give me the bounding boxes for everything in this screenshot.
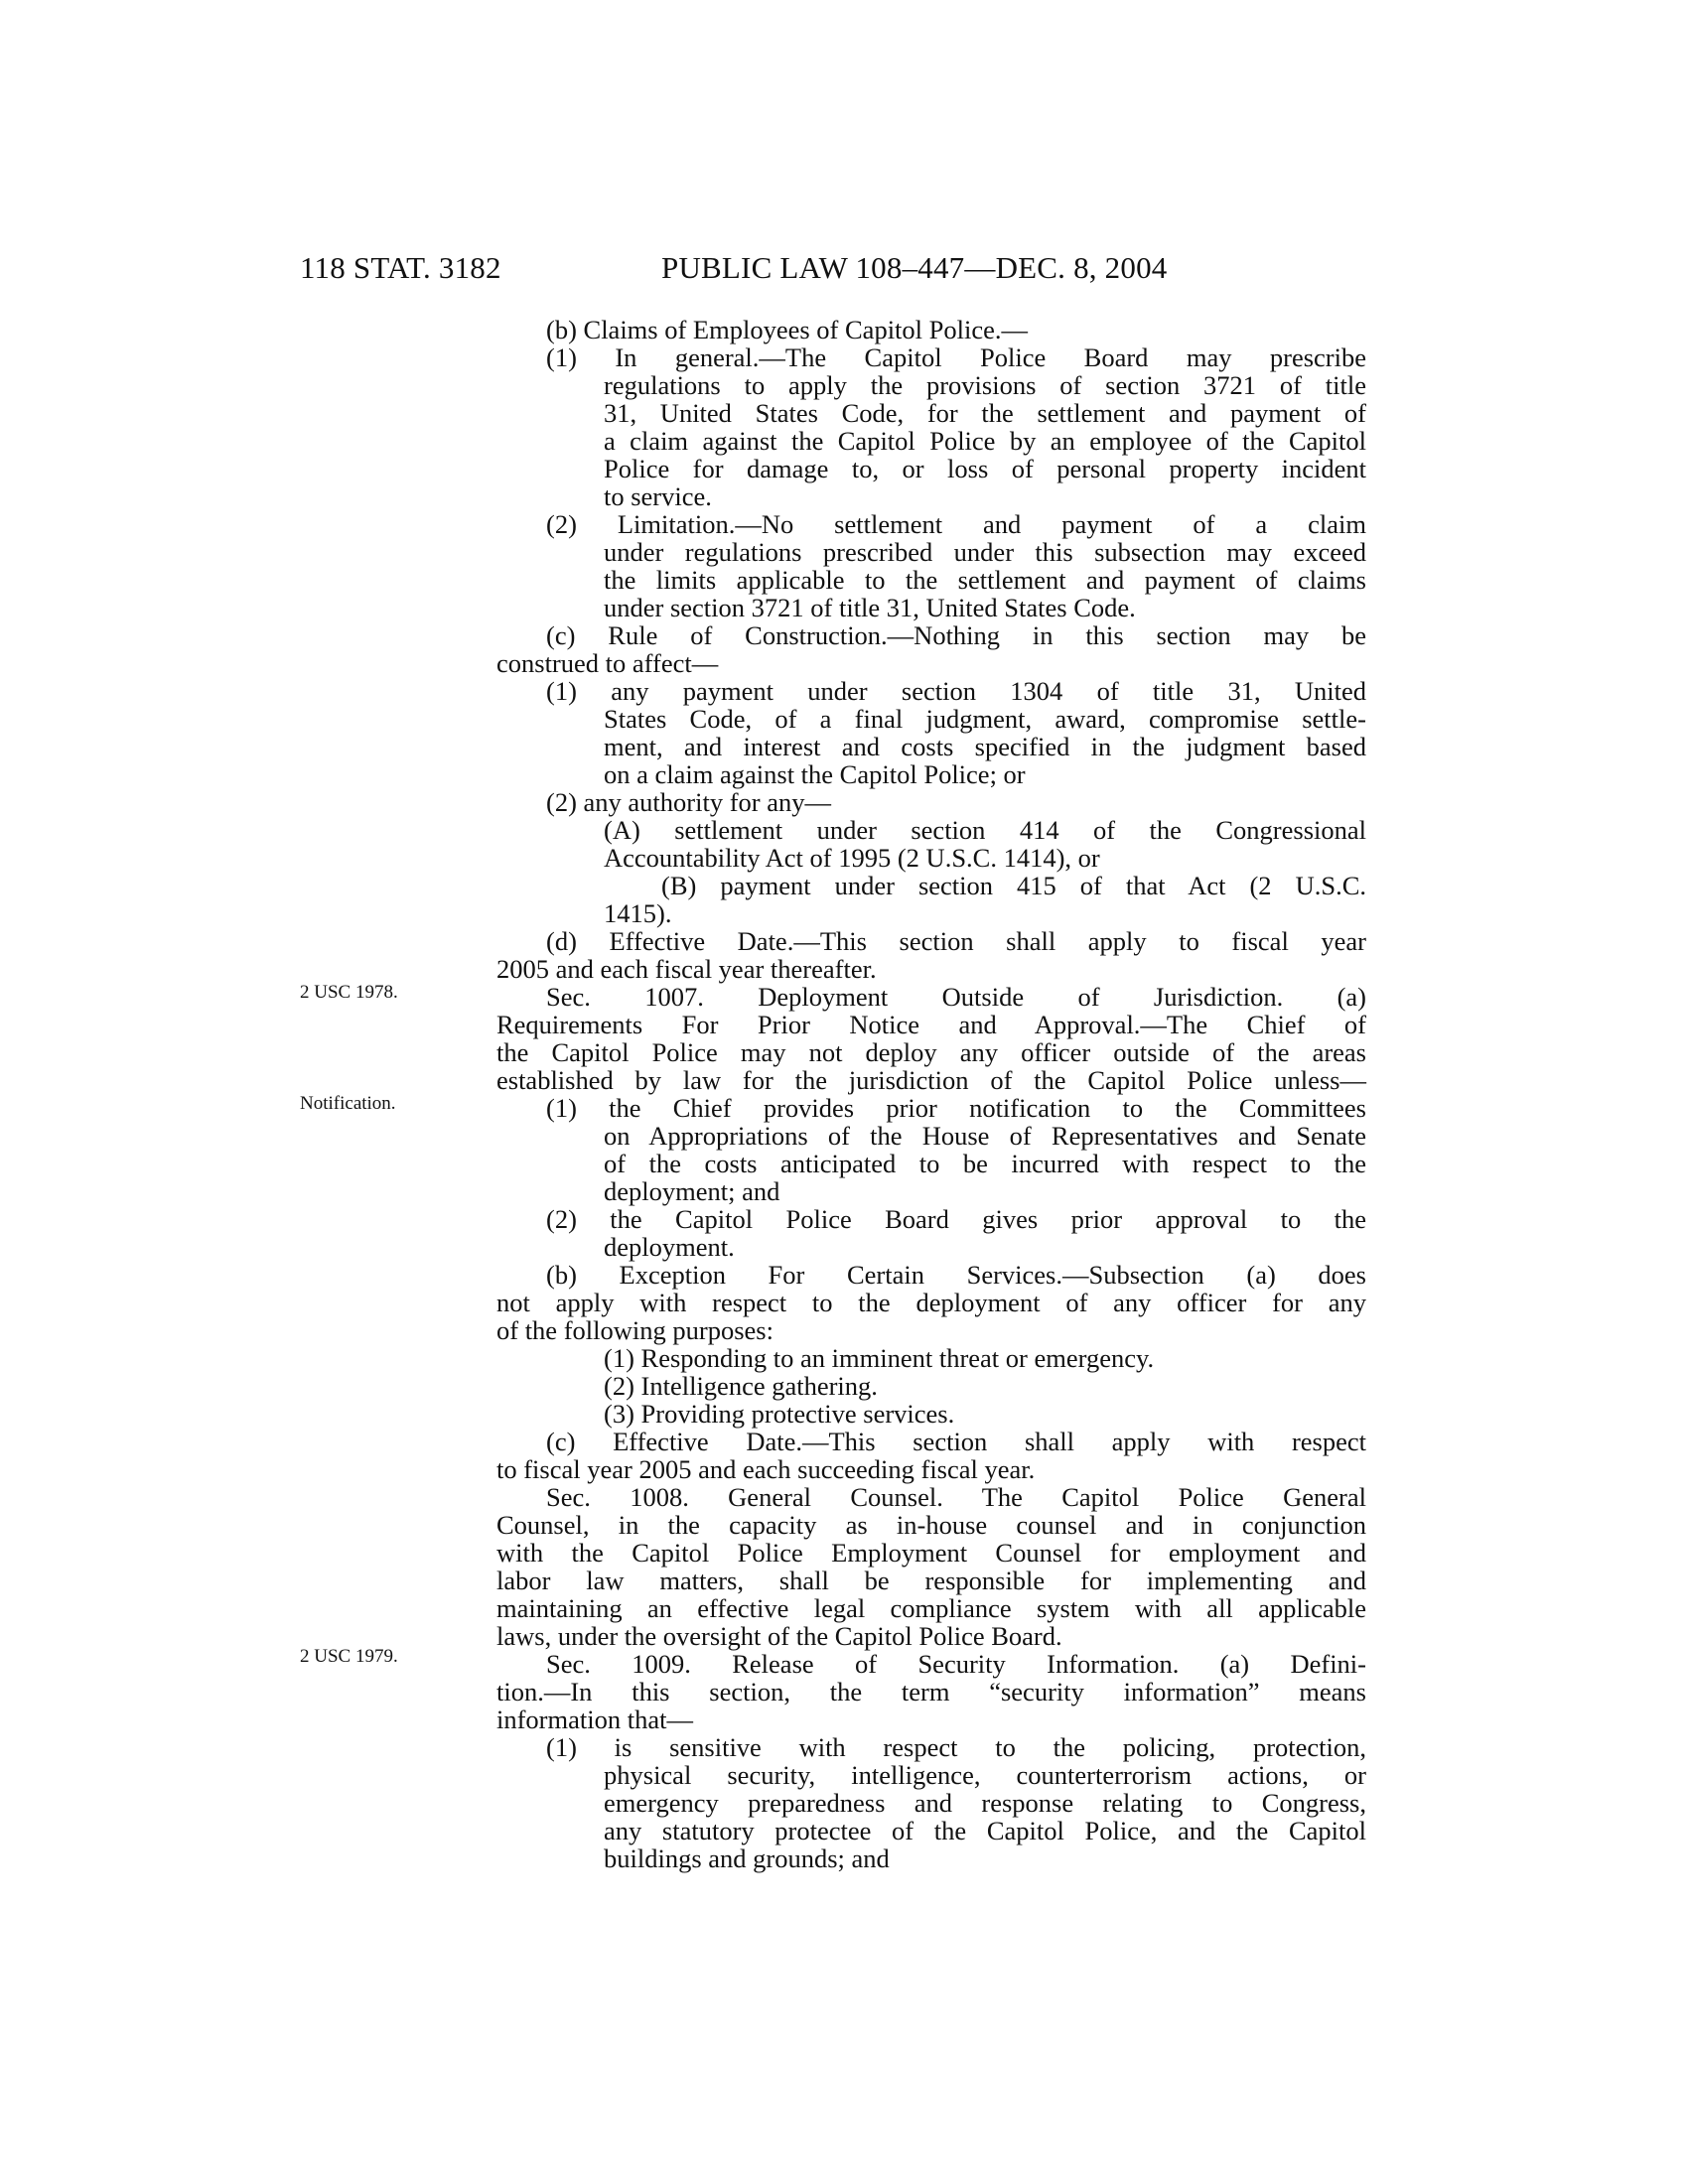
text-line: information that— <box>496 1705 693 1734</box>
margin-note-2-usc-1979: 2 USC 1979. <box>300 1646 398 1667</box>
text-line: to fiscal year 2005 and each succeeding fiscal year. <box>496 1454 1036 1484</box>
text-line: Police for damage to, or loss of personal property incident <box>604 454 1366 483</box>
text-line: a claim against the Capitol Police by an employee of the Capitol <box>604 426 1366 456</box>
text-line: regulations to apply the provisions of section 3721 of title <box>604 370 1366 400</box>
text-line: (A) settlement under section 414 of the Congressional <box>604 815 1366 845</box>
text-line: on Appropriations of the House of Representatives and Senate <box>604 1121 1366 1151</box>
text-line: (d) Effective Date.—This section shall apply to fiscal year <box>546 926 1366 956</box>
text-line: deployment; and <box>604 1176 780 1206</box>
text-line: (B) payment under section 415 of that Act (2 U.S.C. <box>661 871 1366 900</box>
text-line: any statutory protectee of the Capitol Police, and the Capitol <box>604 1816 1366 1845</box>
text-line: emergency preparedness and response relating to Congress, <box>604 1788 1366 1818</box>
text-line: the limits applicable to the settlement and payment of claims <box>604 565 1366 595</box>
text-line: not apply with respect to the deployment of any officer for any <box>496 1288 1366 1317</box>
text-line: 2005 and each fiscal year thereafter. <box>496 954 877 984</box>
text-line: Requirements For Prior Notice and Approval.—The Chief of <box>496 1010 1366 1039</box>
text-line: on a claim against the Capitol Police; or <box>604 759 1026 789</box>
text-line: (b) Claims of Employees of Capitol Police.— <box>546 315 1029 344</box>
text-line: maintaining an effective legal compliance system with all applicable <box>496 1593 1366 1623</box>
text-line: under section 3721 of title 31, United States Code. <box>604 593 1136 622</box>
text-line: Sec. 1007. Deployment Outside of Jurisdiction. (a) <box>546 982 1366 1012</box>
margin-note-notification: Notification. <box>300 1093 396 1114</box>
text-line: (1) In general.—The Capitol Police Board may prescribe <box>546 342 1366 372</box>
text-line: (2) Intelligence gathering. <box>604 1371 878 1401</box>
text-line: buildings and grounds; and <box>604 1843 890 1873</box>
text-line: Accountability Act of 1995 (2 U.S.C. 1414), or <box>604 843 1100 873</box>
text-line: 31, United States Code, for the settlement and payment of <box>604 398 1366 428</box>
text-line: physical security, intelligence, counterterrorism actions, or <box>604 1760 1366 1790</box>
text-line: States Code, of a final judgment, award, compromise settle- <box>604 704 1366 734</box>
text-line: (2) the Capitol Police Board gives prior approval to the <box>546 1204 1366 1234</box>
text-line: labor law matters, shall be responsible for implementing and <box>496 1566 1366 1595</box>
text-line: (3) Providing protective services. <box>604 1399 955 1429</box>
text-line: established by law for the jurisdiction of the Capitol Police unless— <box>496 1065 1366 1095</box>
text-line: (1) Responding to an imminent threat or emergency. <box>604 1343 1155 1373</box>
text-line: (c) Effective Date.—This section shall apply with respect <box>546 1427 1366 1456</box>
text-line: deployment. <box>604 1232 735 1262</box>
text-line: ment, and interest and costs specified in the judgment based <box>604 732 1366 761</box>
text-line: the Capitol Police may not deploy any officer outside of the areas <box>496 1037 1366 1067</box>
text-line: to service. <box>604 481 712 511</box>
statute-text <box>496 316 1366 1872</box>
text-line: Counsel, in the capacity as in-house counsel and in conjunction <box>496 1510 1366 1540</box>
statute-page-number: 118 STAT. 3182 <box>300 250 501 285</box>
text-line: under regulations prescribed under this subsection may exceed <box>604 537 1366 567</box>
public-law-header: PUBLIC LAW 108–447—DEC. 8, 2004 <box>661 250 1168 285</box>
text-line: (2) Limitation.—No settlement and payment of a claim <box>546 509 1366 539</box>
text-line: (1) is sensitive with respect to the policing, protection, <box>546 1732 1366 1762</box>
text-line: laws, under the oversight of the Capitol Police Board. <box>496 1621 1062 1651</box>
text-line: tion.—In this section, the term “security information” means <box>496 1677 1366 1706</box>
text-line: 1415). <box>604 898 672 928</box>
text-line: (1) any payment under section 1304 of title 31, United <box>546 676 1366 706</box>
text-line: (1) the Chief provides prior notification to the Committees <box>546 1093 1366 1123</box>
text-line: of the costs anticipated to be incurred with respect to the <box>604 1149 1366 1178</box>
text-line: (b) Exception For Certain Services.—Subsection (a) does <box>546 1260 1366 1290</box>
text-line: Sec. 1008. General Counsel. The Capitol Police General <box>546 1482 1366 1512</box>
text-line: with the Capitol Police Employment Counsel for employment and <box>496 1538 1366 1568</box>
text-line: construed to affect— <box>496 648 719 678</box>
text-line: Sec. 1009. Release of Security Information. (a) Defini- <box>546 1649 1366 1679</box>
text-line: (c) Rule of Construction.—Nothing in this section may be <box>546 620 1366 650</box>
text-line: (2) any authority for any— <box>546 787 831 817</box>
margin-note-2-usc-1978: 2 USC 1978. <box>300 982 398 1003</box>
text-line: of the following purposes: <box>496 1315 774 1345</box>
